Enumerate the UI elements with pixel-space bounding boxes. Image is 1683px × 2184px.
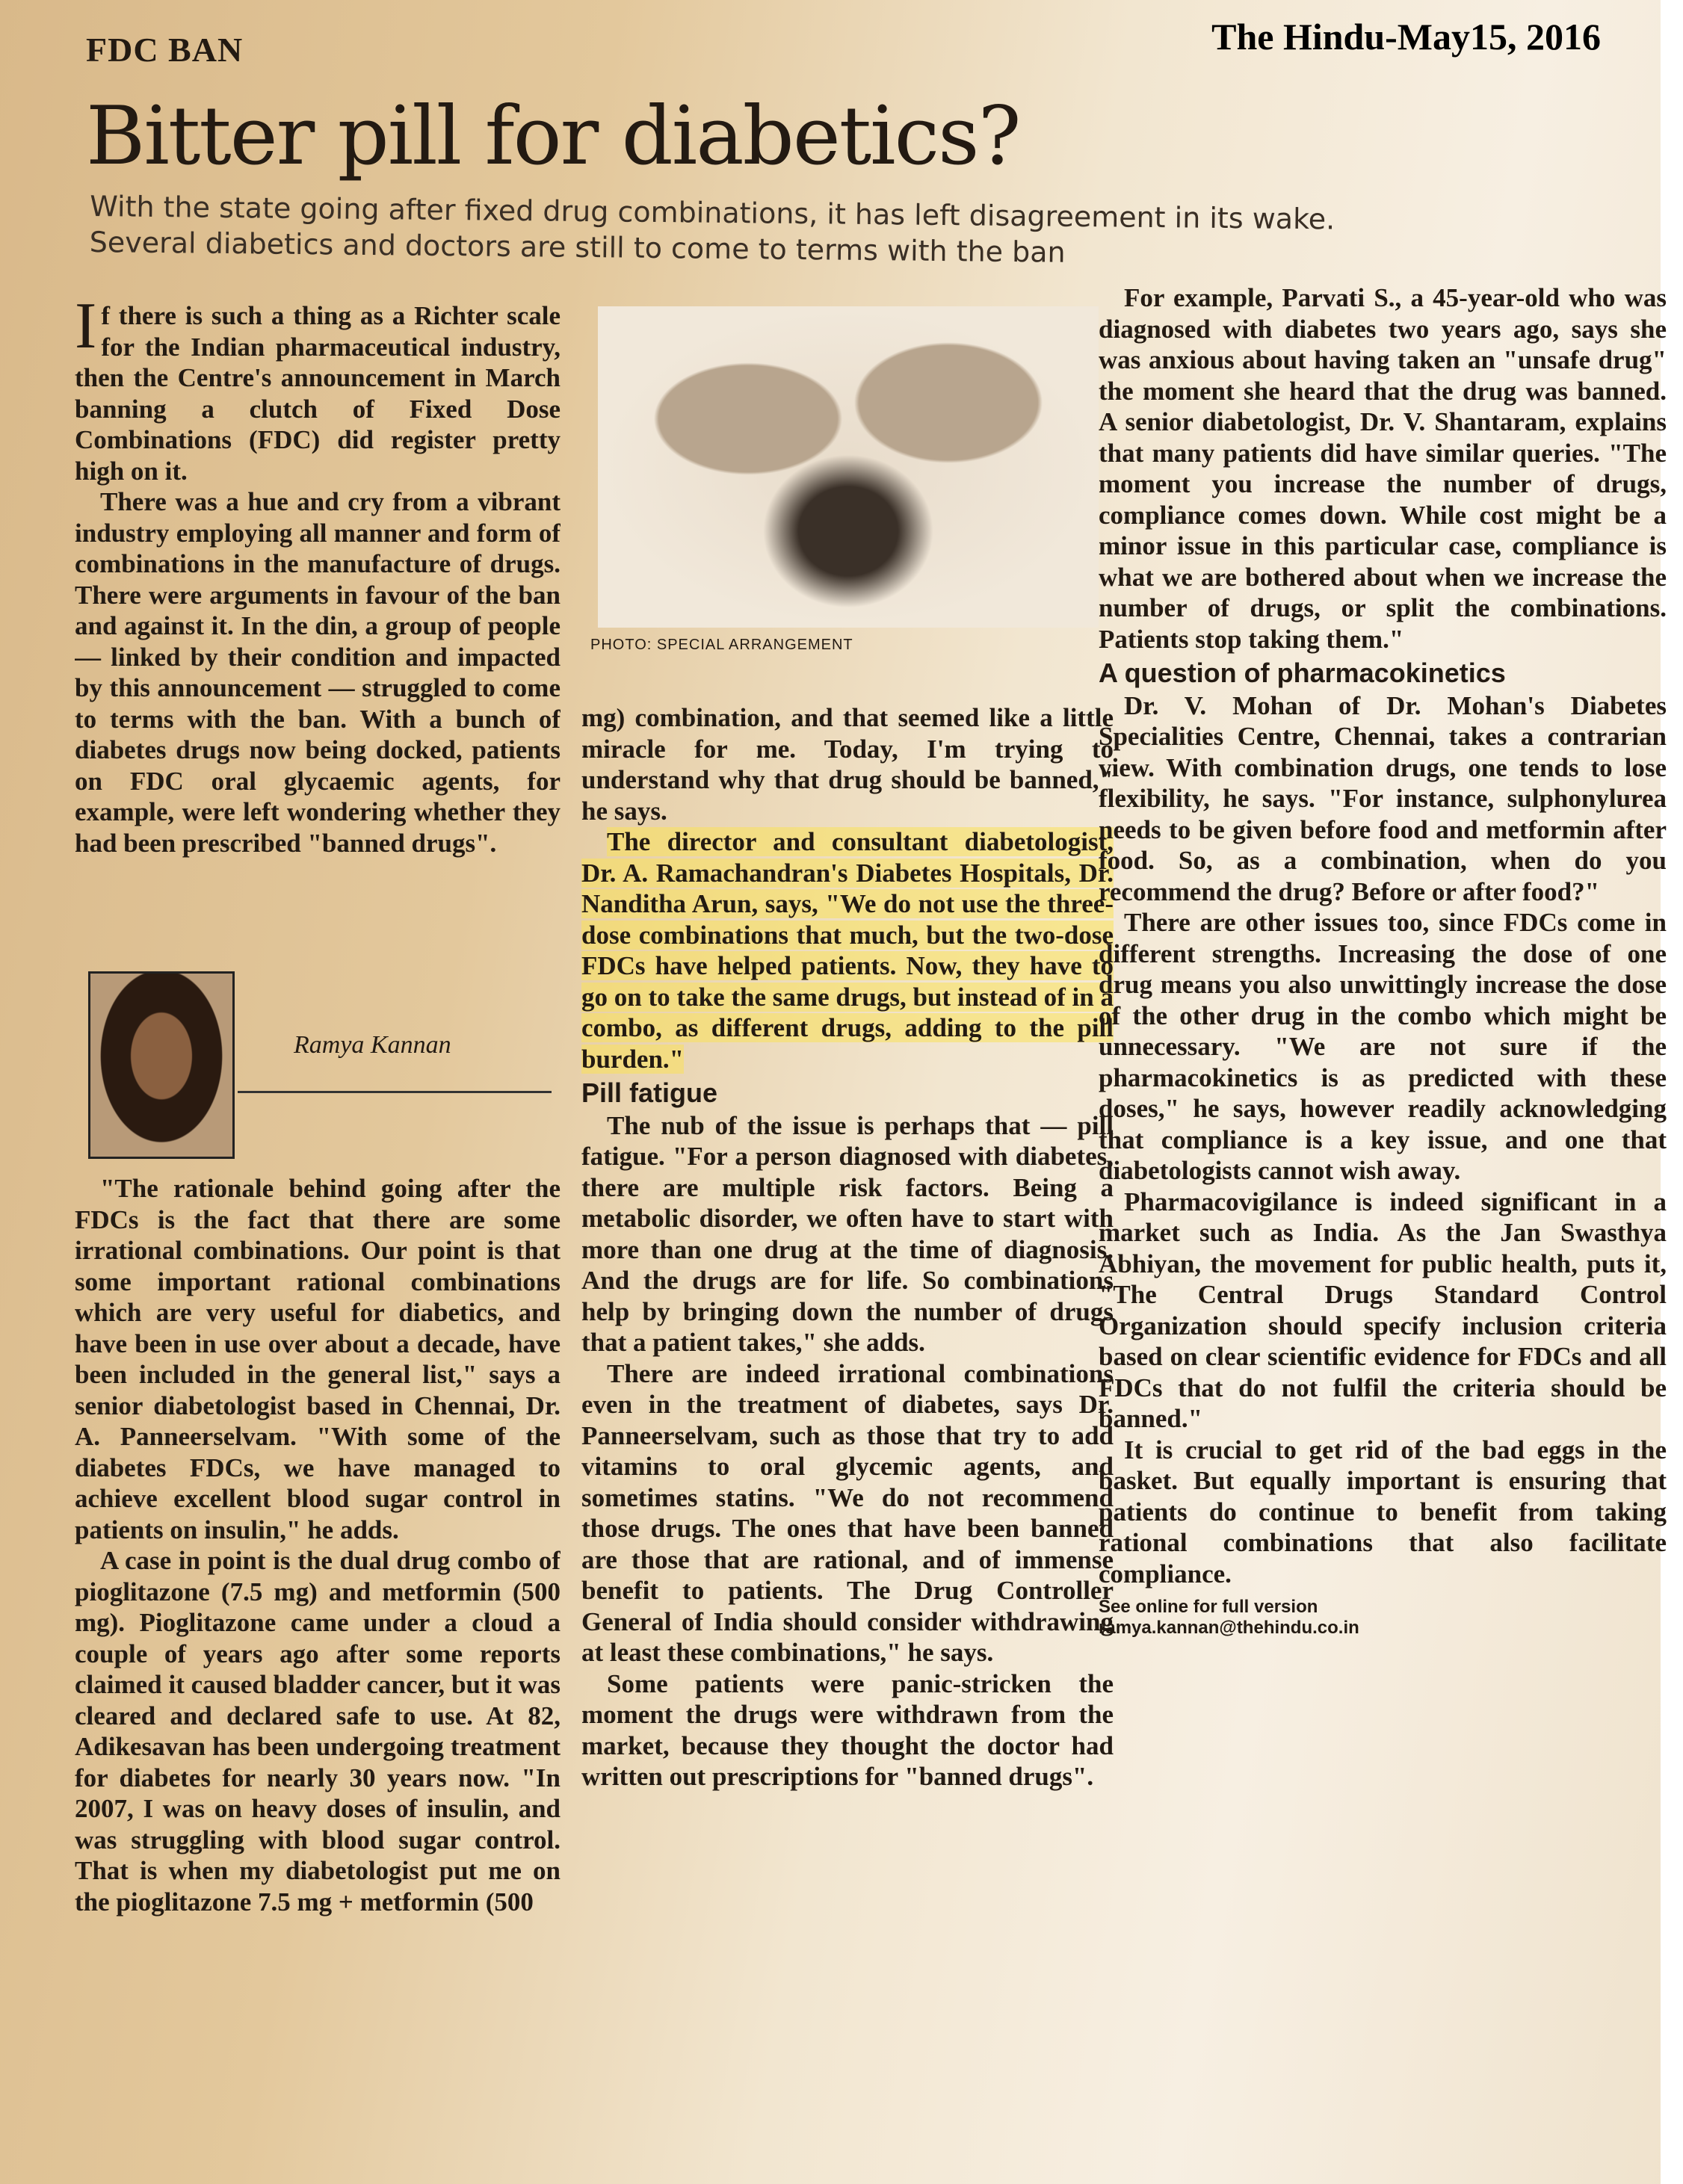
paragraph: It is crucial to get rid of the bad eggs in the basket. But equally important is ensuring that patients do continue to benefit from taking rational combinations that also facilitate compliance. <box>1099 1435 1667 1588</box>
paragraph: A case in point is the dual drug combo of pioglitazone (7.5 mg) and metformin (500 mg). Pioglitazone came under a cloud a couple of years ago after some reports claimed it caused bladder cancer, but it was cleared and declared safe to use. At 82, Adikesavan has been undergoing treatment for diabetes for nearly 30 years now. "In 2007, I was on heavy doses of insulin, and was struggling with blood sugar control. That is when my diabetologist put me on the pioglitazone 7.5 mg + metformin (500 <box>75 1546 561 1917</box>
column-2 <box>581 702 1114 2184</box>
author-photo <box>88 971 235 1159</box>
paragraph: There are indeed irrational combinations even in the treatment of diabetes, says Dr. Panneerselvam, such as those that try to add vitamins to oral glycemic agents, and sometimes statins. "We do not recommend those drugs. The ones that have been banned are those that are rational, and of immense benefit to patients. The Drug Controller General of India should consider withdrawing at least these combinations," he says. <box>581 1358 1114 1667</box>
standfirst-line: Several diabetics and doctors are still to come to terms with the ban <box>89 226 1066 269</box>
paragraph <box>75 300 561 486</box>
drop-cap: I <box>75 300 97 362</box>
footnote <box>1099 1597 1667 1639</box>
column-3 <box>1099 282 1667 2184</box>
kicker: FDC BAN <box>86 31 244 69</box>
online-note: See online for full version <box>1099 1597 1318 1617</box>
author-name: Ramya Kannan <box>294 1031 451 1059</box>
byline <box>88 971 559 1154</box>
paragraph: Dr. V. Mohan of Dr. Mohan's Diabetes Specialities Centre, Chennai, takes a contrarian view. With combination drugs, one tends to lose flexibility, he says. "For instance, sulphonylurea needs to be given before food and metformin after food. So, as a combination, when do you recommend the drug? Before or after food?" <box>1099 690 1667 906</box>
paragraph-text: f there is such a thing as a Richter scale for the Indian pharmaceutical industry, then the Centre's announcement in March banning a clutch of Fixed Dose Combinations (FDC) did register pretty high on it. <box>75 301 561 486</box>
paragraph <box>581 826 1114 1074</box>
standfirst-line: With the state going after fixed drug combinations, it has left disagreement in its wake. <box>90 190 1335 236</box>
author-email: ramya.kannan@thehindu.co.in <box>1099 1618 1359 1638</box>
paragraph: Some patients were panic-stricken the moment the drugs were withdrawn from the market, because they thought the doctor had written out prescriptions for "banned drugs". <box>581 1668 1114 1791</box>
pills-photo <box>598 306 1099 628</box>
standfirst <box>90 188 1510 275</box>
paragraph: "The rationale behind going after the FDCs is the fact that there are some irrational combinations. Our point is that some important rational combinations which are very useful for diabetics, and have been in use over about a decade, have been included in the general list," says a senior diabetologist based in Chennai, Dr. A. Panneerselvam. "With some of the diabetes FDCs, we have managed to achieve excellent blood sugar control in patients on insulin," he adds. <box>75 1174 561 1544</box>
paragraph: For example, Parvati S., a 45-year-old who was diagnosed with diabetes two years ago, says she was anxious about having taken an "unsafe drug" the moment she heard that the drug was banned. A senior diabetologist, Dr. V. Shantaram, explains that many patients did have similar queries. "The moment you increase the number of drugs, compliance comes down. While cost might be a minor issue in this particular case, compliance is what we are bothered about when we increase the number of drugs, or split the combinations. Patients stop taking them." <box>1099 283 1667 654</box>
paragraph: mg) combination, and that seemed like a little miracle for me. Today, I'm trying to understand why that drug should be banned," he says. <box>581 703 1114 826</box>
paragraph: There was a hue and cry from a vibrant industry employing all manner and form of combinations in the manufacture of drugs. There were arguments in favour of the ban and against it. In the din, a group of people — linked by their condition and impacted by this announcement — struggled to come to terms with the ban. With a bunch of diabetes drugs now being docked, patients on FDC oral glycaemic agents, for example, were left wondering whether they had been prescribed "banned drugs". <box>75 487 561 858</box>
column-1-continued <box>75 1173 561 2184</box>
headline: Bitter pill for diabetics? <box>86 90 1020 183</box>
divider <box>238 1091 552 1093</box>
paragraph: The nub of the issue is perhaps that — pill fatigue. "For a person diagnosed with diabetes, there are multiple risk factors. Being a metabolic disorder, we often have to start with more than one drug at the time of diagnosis. And the drugs are for life. So combinations help by bringing down the number of drugs that a patient takes," she adds. <box>581 1110 1114 1357</box>
highlighted-quote: The director and consultant diabetologist, Dr. A. Ramachandran's Diabetes Hospitals, Dr. Nanditha Arun, says, "We do not use the three-dose combinations that much, but the two-dose FDCs have helped patients. Now, they have to go on to take the same drugs, but instead of in a combo, as different drugs, adding to the pill burden." <box>581 827 1114 1074</box>
subhead: Pill fatigue <box>581 1077 718 1108</box>
paragraph: Pharmacovigilance is indeed significant in a market such as India. As the Jan Swasthya Abhiyan, the movement for public health, puts it, "The Central Drugs Standard Control Organization should specify inclusion criteria based on clear scientific evidence for FDCs and all FDCs that do not fulfil the criteria should be banned." <box>1099 1187 1667 1433</box>
paragraph: There are other issues too, since FDCs come in different strengths. Increasing the dose of one drug means you also unwittingly increase the dose of the other drug in the combo which might be unnecessary. "We are not sure if the pharmacokinetics is as predicted with these doses," he says, however readily acknowledging that compliance is a key issue, and one that diabetologists cannot wish away. <box>1099 908 1667 1185</box>
source-label: The Hindu-May15, 2016 <box>1211 16 1601 58</box>
subhead: A question of pharmacokinetics <box>1099 658 1506 688</box>
photo-credit: PHOTO: SPECIAL ARRANGEMENT <box>590 637 853 653</box>
